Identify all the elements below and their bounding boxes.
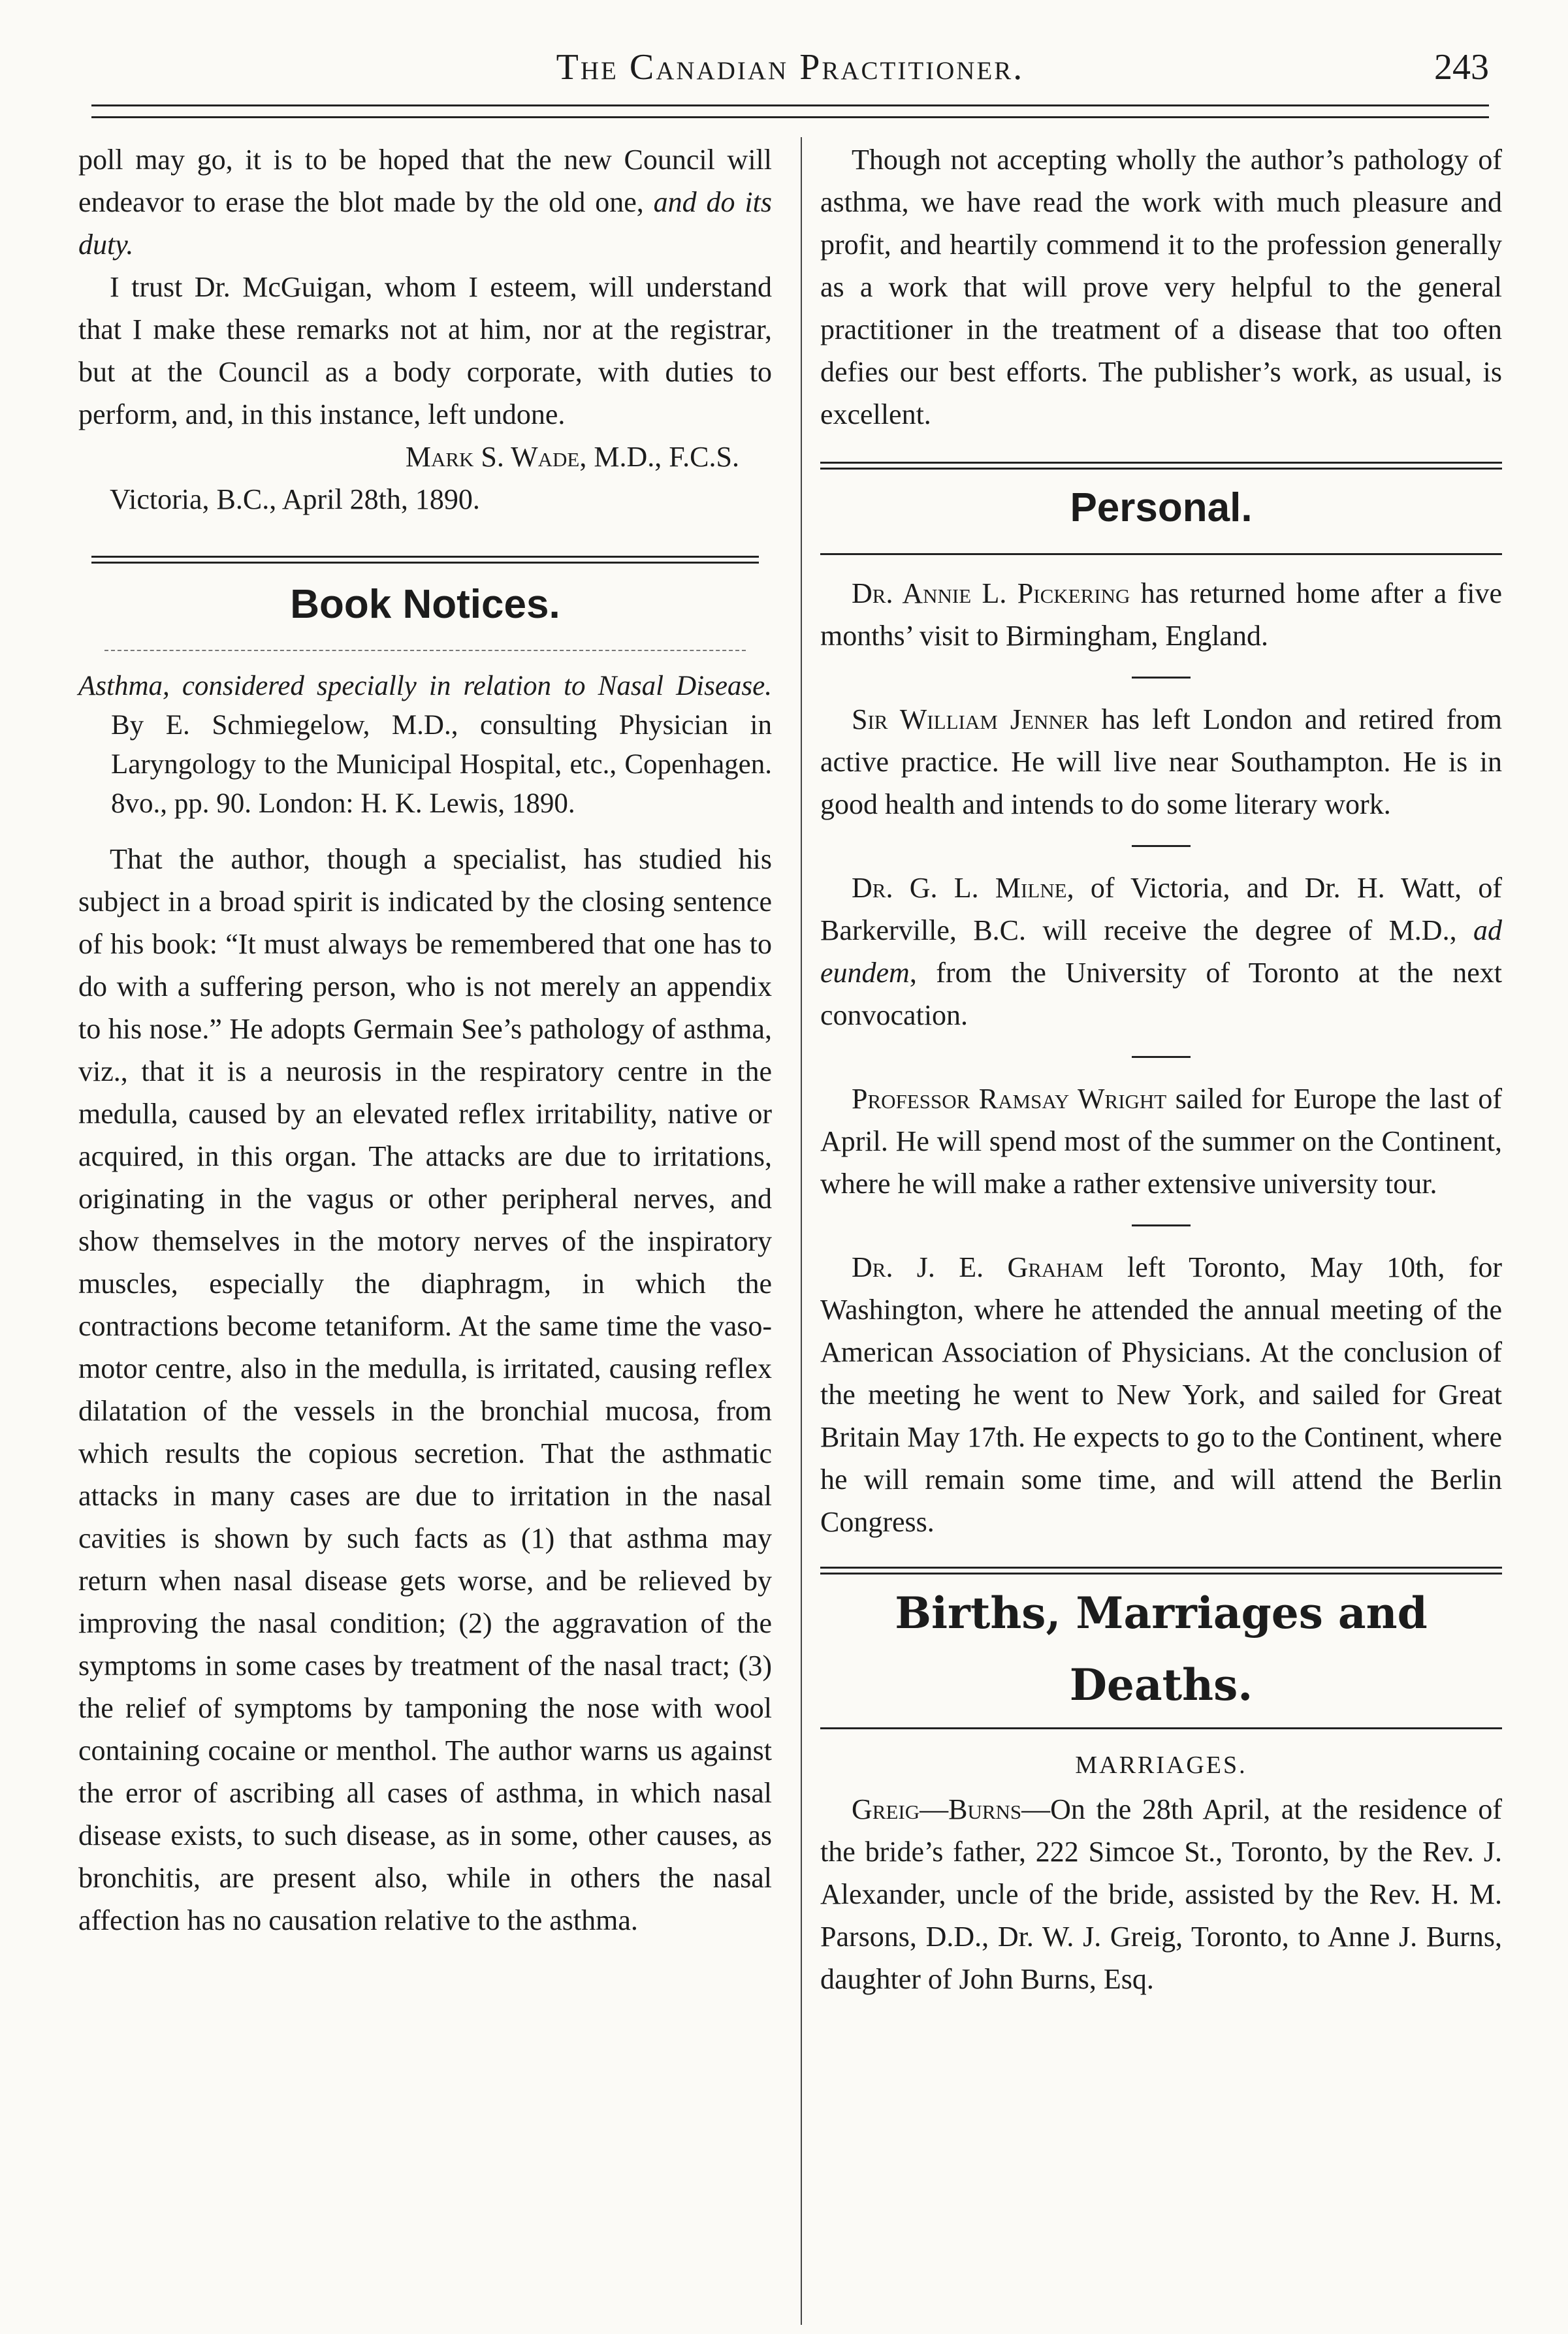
personal-item	[820, 698, 1502, 825]
letter-paragraph: I trust Dr. McGuigan, whom I esteem, will understand that I make these remarks not at him, nor at the registrar, but at the Council as a body corporate, with duties to perform, and, in this instance, left undone.	[78, 271, 772, 430]
header-rule-top	[91, 104, 1489, 106]
bmd-heading: Births, Marriages and Deaths.	[895, 1588, 1428, 1710]
review-continued: Though not accepting wholly the author’s pathology of asthma, we have read the work with much pleasure and profit, and heartily commend it to the profession generally as a work that will prove very helpful to the general practitioner in the treatment of a disease that too often defies our best efforts. The publisher’s work, as usual, is excellent.	[820, 144, 1502, 430]
personal-item	[820, 867, 1502, 1036]
book-details: By E. Schmiegelow, M.D., consulting Physician in Laryngology to the Municipal Hospital, etc., Copenhagen. 8vo., pp. 90. London: H. K. Lewis, 1890.	[111, 710, 772, 819]
book-notices-heading: Book Notices.	[290, 582, 560, 627]
header-rule-bottom	[91, 116, 1489, 118]
left-column	[78, 138, 772, 1942]
personal-item	[820, 572, 1502, 657]
letter-closing-paragraph	[78, 138, 772, 266]
personal-text: sailed for Europe the last of April. He will spend most of the summer on the Continent, where he will make a rather extensive university tour.	[820, 1083, 1502, 1200]
right-column	[820, 138, 1502, 2000]
item-separator	[1132, 1224, 1191, 1226]
personal-heading: Personal.	[1070, 485, 1253, 530]
personal-emphasis: ad eundem	[820, 914, 1502, 989]
personal-text: , from the University of Toronto at the next convocation.	[820, 957, 1502, 1031]
page-number: 243	[1434, 47, 1489, 88]
personal-text: has left London and retired from active practice. He will live near Southampton. He is in good health and intends to do some literary work.	[820, 703, 1503, 820]
item-separator	[1132, 845, 1191, 847]
marriage-names: Greig—Burns	[852, 1793, 1022, 1825]
heading-underline	[820, 1727, 1502, 1729]
marriage-text: —On the 28th April, at the residence of the bride’s father, 222 Simcoe St., Toronto, by the Rev. J. Alexander, uncle of the bride, assisted by the Rev. H. M. Parsons, D.D., Dr. W. J. Greig, Toronto, to Anne J. Burns, daughter of John Burns, Esq.	[820, 1793, 1502, 1995]
letter-signature: Mark S. Wade, M.D., F.C.S.	[405, 441, 739, 473]
heading-underline	[104, 650, 746, 651]
personal-text: , of Victoria, and Dr. H. Watt, of Barkerville, B.C. will receive the degree of M.D.,	[820, 872, 1502, 946]
marriage-notice	[820, 1788, 1502, 2000]
letter-text: poll may go, it is to be hoped that the new Council will endeavor to erase the blot made by the old one,	[78, 144, 772, 218]
section-divider	[820, 462, 1502, 470]
book-title: Asthma, considered specially in relation to Nasal Disease.	[78, 671, 772, 701]
person-name: Dr. G. L. Milne	[852, 872, 1067, 904]
item-separator	[1132, 1056, 1191, 1058]
heading-underline	[820, 553, 1502, 555]
personal-item	[820, 1246, 1502, 1543]
journal-title: The Canadian Practitioner.	[556, 47, 1025, 88]
letter-emphasis: and do its duty.	[78, 186, 772, 261]
person-name: Dr. J. E. Graham	[852, 1251, 1104, 1283]
book-citation	[78, 667, 772, 823]
item-separator	[1132, 677, 1191, 679]
personal-item	[820, 1078, 1502, 1205]
section-divider	[820, 1567, 1502, 1575]
column-divider	[801, 137, 802, 2325]
marriages-subheading: MARRIAGES.	[1075, 1751, 1247, 1779]
personal-text: has returned home after a five months’ visit to Birmingham, England.	[820, 577, 1502, 652]
letter-dateline: Victoria, B.C., April 28th, 1890.	[110, 483, 480, 515]
person-name: Dr. Annie L. Pickering	[852, 577, 1130, 609]
person-name: Professor Ramsay Wright	[852, 1083, 1167, 1115]
person-name: Sir William Jenner	[852, 703, 1089, 735]
running-header	[91, 38, 1489, 97]
review-body: That the author, though a specialist, has studied his subject in a broad spirit is indicated by the closing sentence of his book: “It must always be remembered that one has to do with a suffering person, who is not merely an appendix to his nose.” He adopts Germain See’s pathology of asthma, viz., that it is a neurosis in the respiratory centre in the medulla, caused by an elevated reflex irritability, native or acquired, in this organ. The attacks are due to irritations, originating in the vagus or other peripheral nerves, and show themselves in the motory nerves of the inspiratory muscles, especially the diaphragm, in which the contractions become tetaniform. At the same time the vaso-motor centre, also in the medulla, is irritated, causing reflex dilatation of the vessels in the bronchial mucosa, from which results the copious secretion. That the asthmatic attacks in many cases are due to irritation in the nasal cavities is shown by such facts as (1) that asthma may return when nasal disease gets worse, and be relieved by improving the nasal condition; (2) the aggravation of the symptoms in some cases by treatment of the nasal tract; (3) the relief of symptoms by tamponing the nose with wool containing cocaine or menthol. The author warns us against the error of ascribing all cases of asthma, in which nasal disease exists, to such disease, as in some, other causes, as bronchitis, are present also, while in others the nasal affection has no causation relative to the asthma.	[78, 843, 772, 1936]
personal-text: left Toronto, May 10th, for Washington, where he attended the annual meeting of the American Association of Physicians. At the conclusion of the meeting he went to New York, and sailed for Great Britain May 17th. He expects to go to the Continent, where he will remain some time, and will attend the Berlin Congress.	[820, 1251, 1502, 1538]
section-divider	[91, 556, 759, 564]
